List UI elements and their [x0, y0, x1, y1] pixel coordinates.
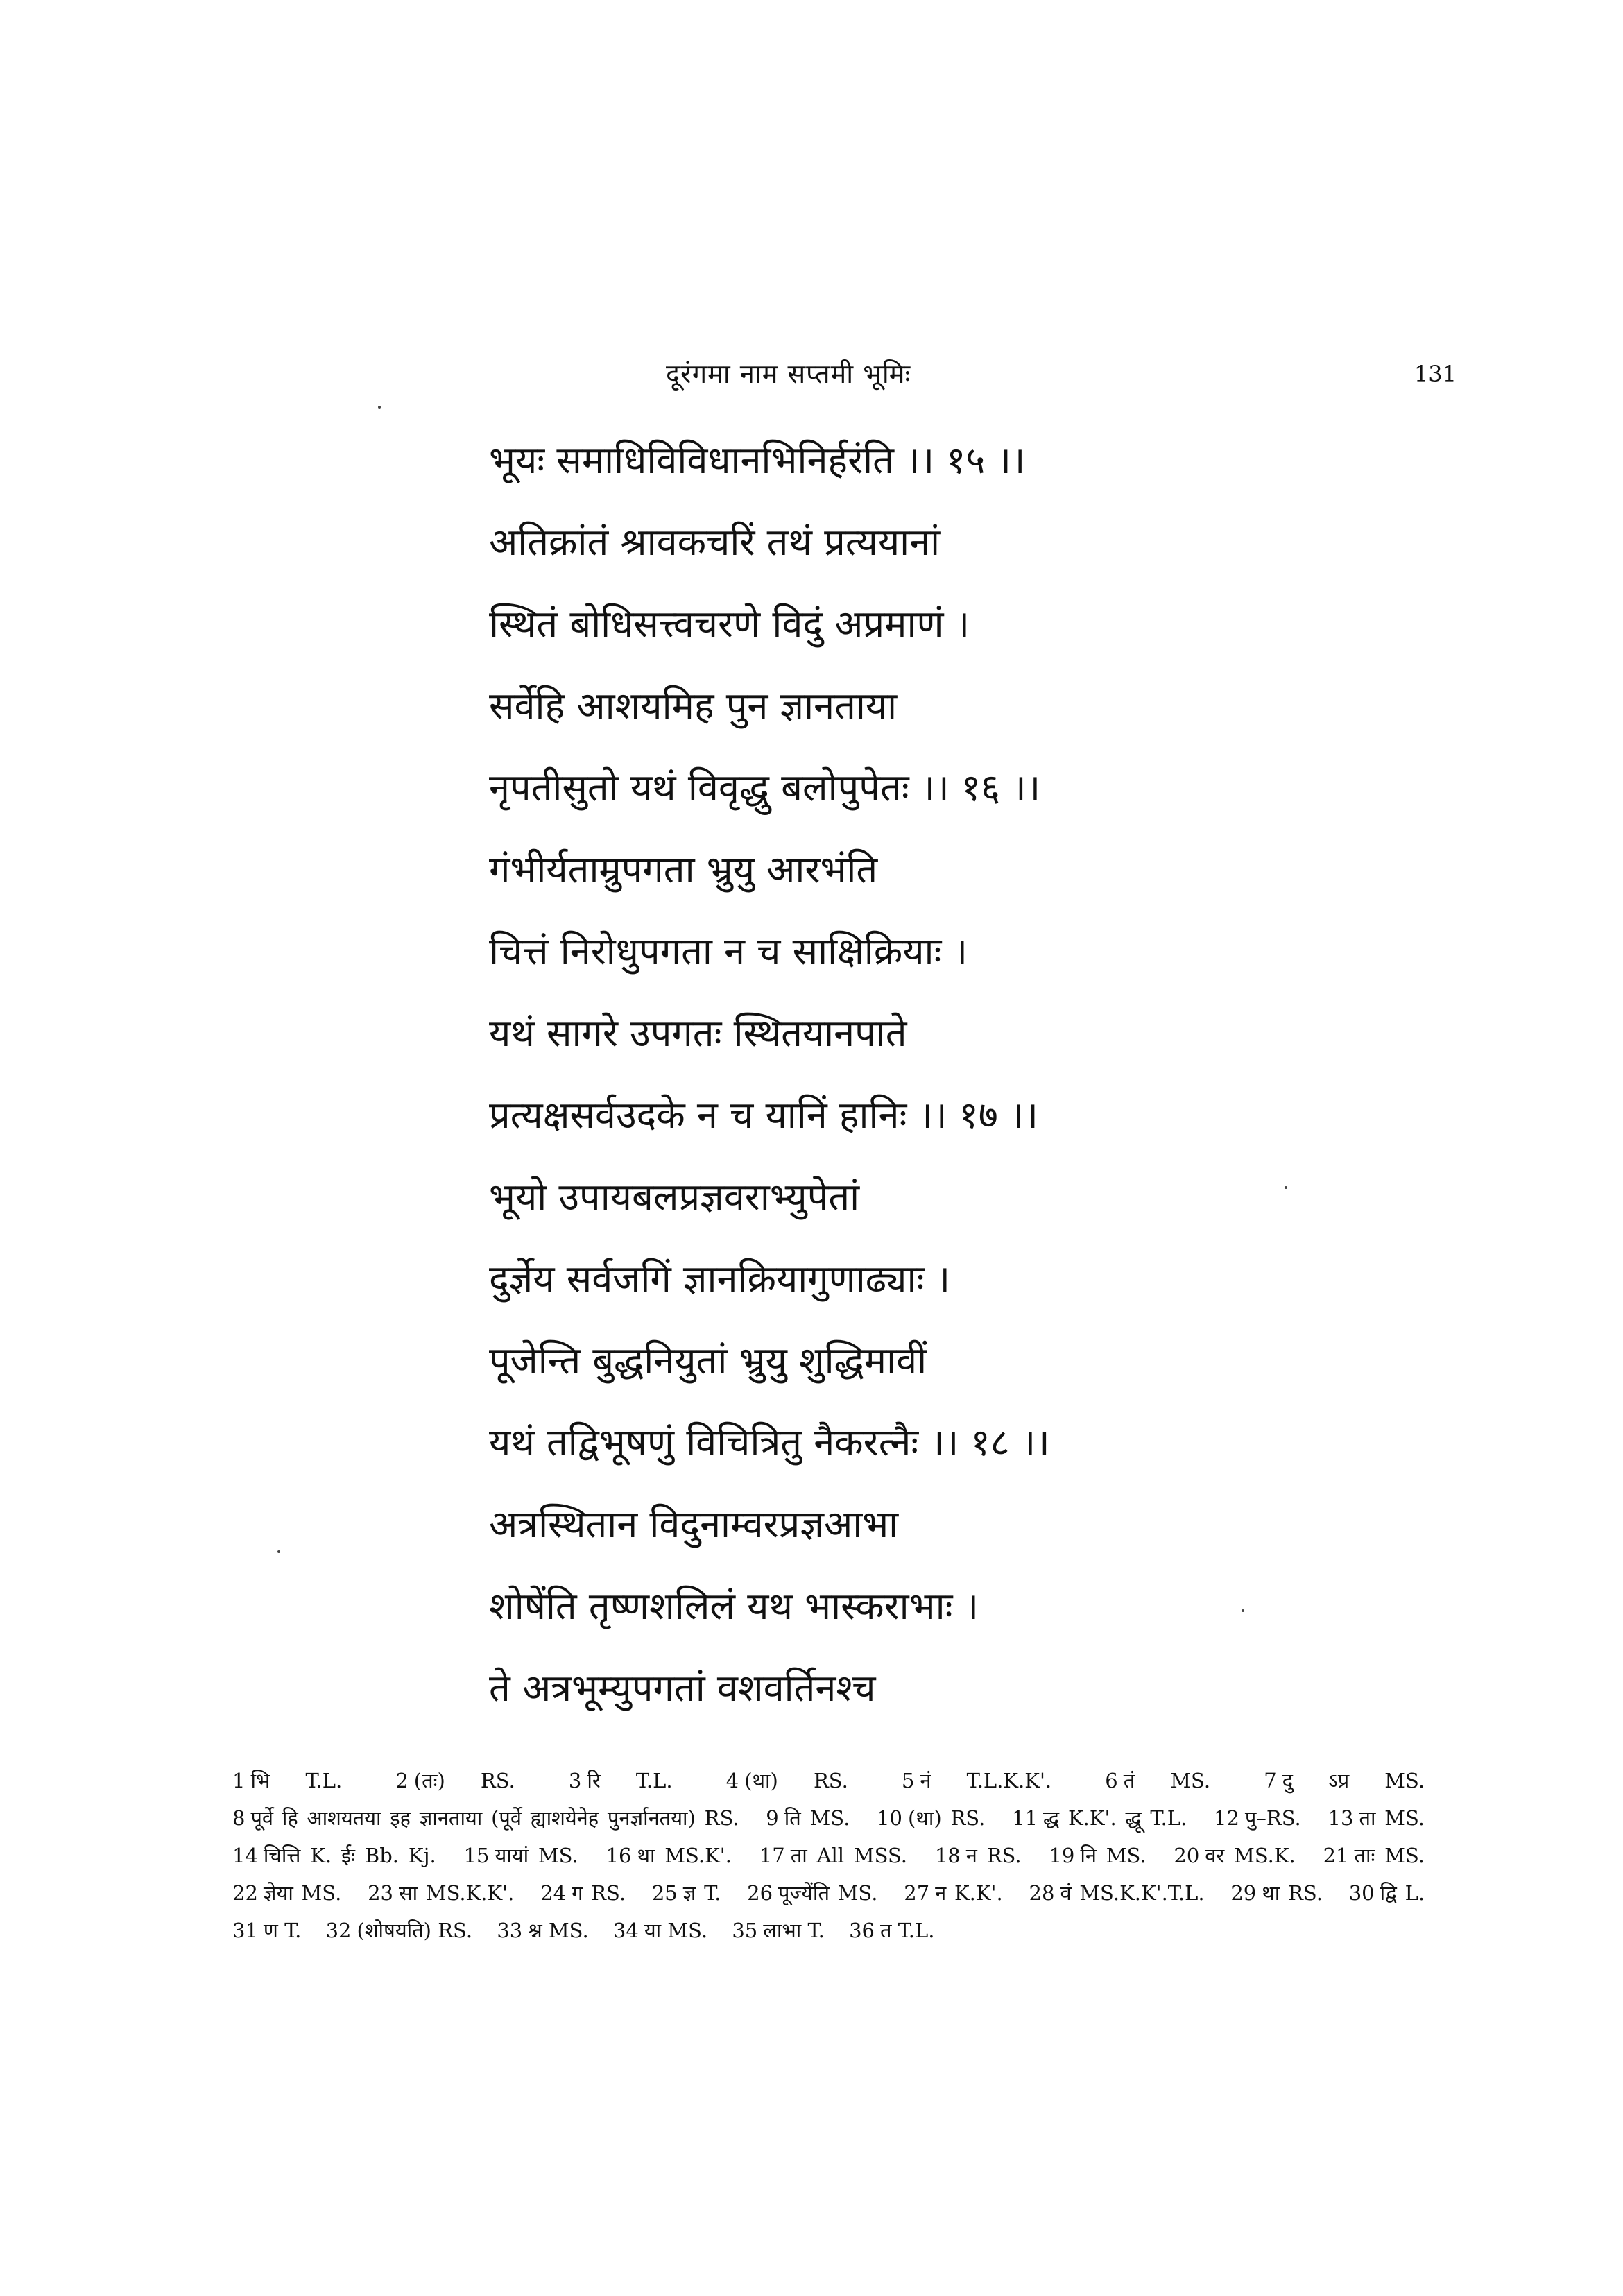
footnote-number: 15 [463, 1844, 490, 1867]
scan-speck [378, 406, 381, 409]
footnote-text: द्ध K.K'. द्धू T.L. [1043, 1806, 1187, 1830]
footnote-number: 24 [540, 1881, 567, 1905]
footnote-number: 2 [395, 1769, 409, 1792]
footnote-number: 12 [1214, 1806, 1239, 1830]
footnote-text: सा MS.K.K'. [399, 1881, 515, 1905]
footnote [1328, 1806, 1425, 1830]
footnote [540, 1881, 626, 1905]
footnote-text: त T.L. [879, 1919, 935, 1942]
scan-speck [1285, 1186, 1287, 1189]
footnote [1264, 1769, 1425, 1792]
footnote-number: 6 [1105, 1769, 1118, 1792]
footnote-number: 18 [934, 1844, 961, 1867]
footnote-text: (था) RS. [744, 1769, 848, 1792]
footnote [1174, 1844, 1295, 1867]
footnote [1214, 1806, 1301, 1830]
footnote-text: पु–RS. [1244, 1806, 1301, 1830]
footnote [395, 1769, 515, 1792]
footnote-text: भि T.L. [250, 1769, 343, 1792]
footnote-number: 21 [1323, 1844, 1349, 1867]
footnote [232, 1881, 341, 1905]
footnote-number: 11 [1012, 1806, 1038, 1830]
footnote-number: 22 [232, 1881, 258, 1905]
footnote [902, 1769, 1051, 1792]
footnote-text: था MS.K'. [637, 1844, 732, 1867]
verse-line: प्रत्यक्षसर्वउदके न च यानिं हानिः ।। १७ ।। [489, 1093, 1038, 1137]
footnote-number: 10 [877, 1806, 902, 1830]
footnote [606, 1844, 732, 1867]
footnote-number: 33 [497, 1919, 523, 1942]
verse-line: सर्वेहि आशयमिह पुन ज्ञानताया [489, 684, 898, 728]
footnote-text: ग RS. [572, 1881, 626, 1905]
footnote-number: 14 [232, 1844, 258, 1867]
footnote-text: वर MS.K. [1205, 1844, 1296, 1867]
footnote [497, 1919, 588, 1942]
footnote-text: नं T.L.K.K'. [920, 1769, 1052, 1792]
footnote-number: 23 [368, 1881, 394, 1905]
footnote-number: 35 [732, 1919, 758, 1942]
footnote [652, 1881, 721, 1905]
footnote [1323, 1844, 1425, 1867]
verse-line: ते अत्रभूम्युपगतां वशवर्तिनश्च [489, 1666, 876, 1710]
footnote [569, 1769, 673, 1792]
footnote [368, 1881, 514, 1905]
footnote-text: पूज्येंति MS. [778, 1881, 878, 1905]
verse-line: स्थितं बोधिसत्त्वचरणे विदुं अप्रमाणं । [489, 602, 970, 646]
footnote-number: 5 [901, 1769, 915, 1792]
footnote-number: 20 [1174, 1844, 1200, 1867]
verse-line: गंभीर्यताम्रुपगता भ्रुयु आरभंति [489, 848, 878, 891]
footnote-text: ण T. [263, 1919, 302, 1942]
footnote [1230, 1881, 1323, 1905]
footnote-number: 3 [568, 1769, 582, 1792]
footnote-number: 32 [325, 1919, 352, 1942]
footnote-text: रि T.L. [587, 1769, 673, 1792]
footnote-number: 17 [759, 1844, 785, 1867]
footnote [747, 1881, 877, 1905]
footnote [766, 1806, 850, 1830]
footnote-text: ति MS. [784, 1806, 850, 1830]
footnote-text: (तः) RS. [413, 1769, 515, 1792]
verse-line: दुर्ज्ञेय सर्वजगिं ज्ञानक्रियागुणाढ्याः । [489, 1257, 951, 1301]
scan-speck [1242, 1609, 1244, 1612]
footnote-text: या MS. [644, 1919, 708, 1942]
verse-line: अतिक्रांतं श्रावकचरिं तथं प्रत्ययानां [489, 520, 941, 564]
footnote [613, 1919, 707, 1942]
footnote-text: ज्ञेया MS. [263, 1881, 342, 1905]
footnote-number: 34 [612, 1919, 639, 1942]
verse-line: चित्तं निरोधुपगता न च साक्षिक्रियाः । [489, 929, 968, 973]
verse-line: भूयः समाधिविविधानभिनिर्हरंति ।। १५ ।। [489, 438, 1026, 482]
footnote-number: 13 [1328, 1806, 1354, 1830]
footnote-text: ता All MSS. [790, 1844, 908, 1867]
footnote [732, 1919, 825, 1942]
footnote-number: 29 [1230, 1881, 1257, 1905]
footnote-number: 1 [232, 1769, 246, 1792]
verse-line: शोषेंति तृष्णशलिलं यथ भास्कराभाः । [489, 1584, 979, 1628]
verse-line: पूजेन्ति बुद्धनियुतां भ्रुयु शुद्धिमावीं [489, 1339, 927, 1382]
verse-block [489, 420, 1432, 1729]
footnote-number: 36 [849, 1919, 875, 1942]
verse-line: अत्रस्थितान विदुनाम्वरप्रज्ञआभा [489, 1502, 899, 1546]
footnote-text: ताः MS. [1354, 1844, 1425, 1867]
footnote [877, 1806, 985, 1830]
footnote-number: 27 [904, 1881, 930, 1905]
footnote [849, 1919, 934, 1942]
page-number: 131 [1414, 361, 1457, 387]
footnote-text: न K.K'. [935, 1881, 1003, 1905]
footnote-text: श्न MS. [528, 1919, 589, 1942]
footnote-number: 9 [766, 1806, 779, 1830]
verse-line: नृपतीसुतो यथं विवृद्धु बलोपुपेतः ।। १६ ।। [489, 766, 1041, 809]
footnote-text: लाभा T. [763, 1919, 825, 1942]
footnote-text: न RS. [965, 1844, 1022, 1867]
footnotes [232, 1762, 1443, 1949]
footnote [464, 1844, 578, 1867]
footnote [904, 1881, 1003, 1905]
footnote-number: 30 [1348, 1881, 1375, 1905]
footnote [1049, 1844, 1146, 1867]
footnote-text: तं MS. [1123, 1769, 1211, 1792]
footnote [1349, 1881, 1425, 1905]
footnote-number: 25 [651, 1881, 678, 1905]
footnote-text: द्वि L. [1380, 1881, 1425, 1905]
footnote-text: (शोषयति) RS. [357, 1919, 473, 1942]
footnote-text: (था) RS. [908, 1806, 986, 1830]
footnote [759, 1844, 907, 1867]
footnote-text: वं MS.K.K'.T.L. [1060, 1881, 1205, 1905]
footnote [232, 1919, 301, 1942]
footnote-text: था RS. [1262, 1881, 1323, 1905]
footnote [935, 1844, 1022, 1867]
footnote-number: 19 [1049, 1844, 1075, 1867]
footnote [1012, 1806, 1187, 1830]
footnote-number: 31 [232, 1919, 258, 1942]
footnote [726, 1769, 848, 1792]
footnote-text: पूर्वे हि आशयतया इह ज्ञानताया (पूर्वे ह्याशयेनेह पुनर्ज्ञानतया) RS. [250, 1806, 739, 1830]
footnote-number: 8 [232, 1806, 246, 1830]
footnote-text: यायां MS. [495, 1844, 578, 1867]
running-title: दूरंगमा नाम सप्तमी भूमिः [666, 359, 911, 389]
footnote [1105, 1769, 1210, 1792]
footnote [326, 1919, 473, 1942]
footnote [1029, 1881, 1205, 1905]
verse-line: भूयो उपायबलप्रज्ञवराभ्युपेतां [489, 1175, 860, 1219]
footnote-number: 16 [606, 1844, 632, 1867]
footnote-number: 28 [1029, 1881, 1055, 1905]
footnote [232, 1769, 342, 1792]
page-header [666, 355, 1457, 397]
footnote-text: ता MS. [1359, 1806, 1425, 1830]
footnote [232, 1806, 739, 1830]
footnote [232, 1844, 436, 1867]
footnote-text: दु ऽप्र MS. [1282, 1769, 1425, 1792]
footnote-text: नि MS. [1080, 1844, 1147, 1867]
footnote-number: 4 [725, 1769, 739, 1792]
scan-speck [277, 1550, 280, 1553]
footnote-number: 7 [1264, 1769, 1277, 1792]
verse-line: यथं सागरे उपगतः स्थितयानपाते [489, 1011, 907, 1055]
footnote-text: ज्ञ T. [682, 1881, 721, 1905]
footnote-text: चित्ति K. ईः Bb. Kj. [263, 1844, 436, 1867]
verse-line: यथं तद्विभूषणुं विचित्रितु नैकरत्नैः ।। १८ ।। [489, 1421, 1050, 1464]
footnote-number: 26 [747, 1881, 773, 1905]
